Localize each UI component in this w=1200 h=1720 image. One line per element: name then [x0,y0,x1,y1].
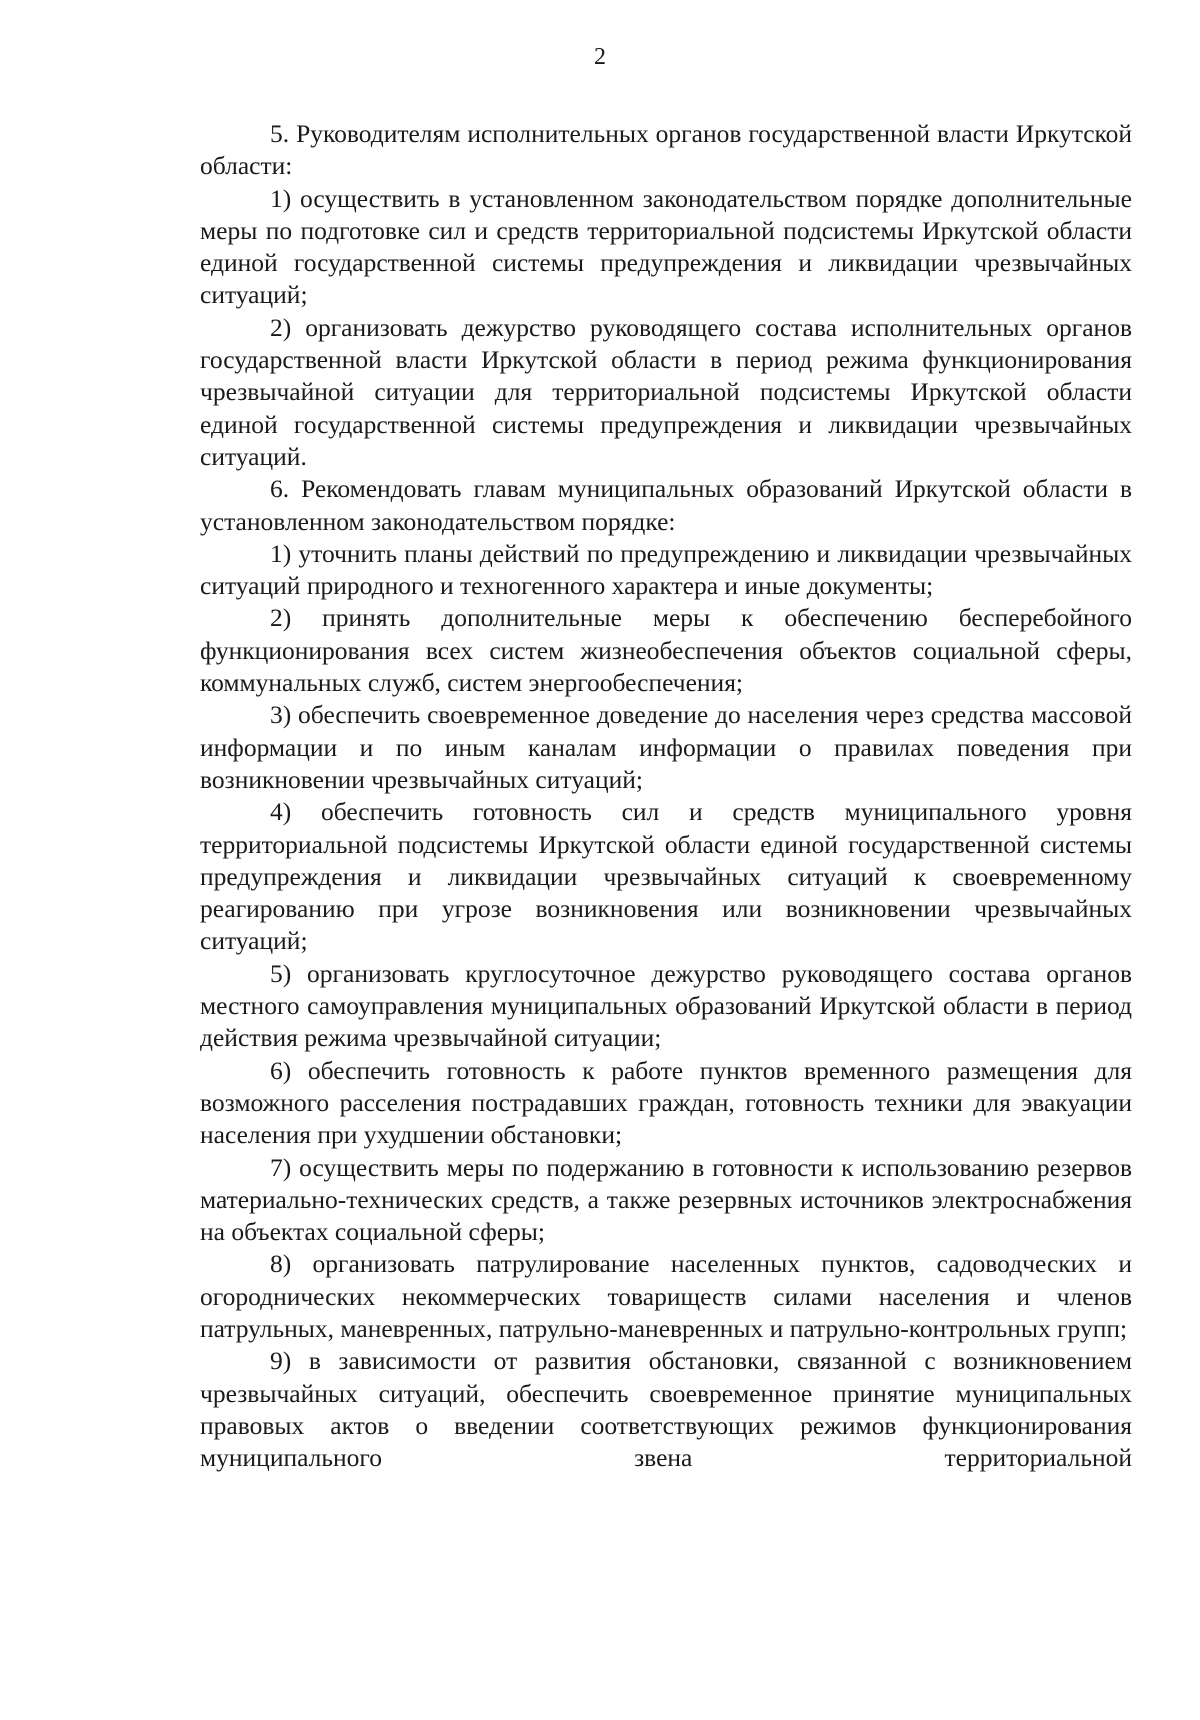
paragraph-6-3: 3) обеспечить своевременное доведение до населения через средства массовой информации и по иным каналам информации о правилах поведения при возникновении чрезвычайных ситуаций; [200,700,1132,794]
paragraph-6-1: 1) уточнить планы действий по предупреждению и ликвидации чрезвычайных ситуаций природного и техногенного характера и иные документы; [200,538,1132,601]
paragraph-6-5: 5) организовать круглосуточное дежурство руководящего состава органов местного самоуправления муниципальных образований Иркутской области в период действия режима чрезвычайной ситуации; [200,958,1132,1053]
paragraph-5-1: 1) осуществить в установленном законодательством порядке дополнительные меры по подготовке сил и средств территориальной подсистемы Иркутской области единой государственной системы предупреждения и ликвидации чрезвычайных ситуаций; [200,183,1132,310]
document-body [200,118,1132,1474]
page-number: 2 [594,44,606,70]
paragraph-6-8: 8) организовать патрулирование населенных пунктов, садоводческих и огороднических некоммерческих товариществ силами населения и членов патрульных, маневренных, патрульно-маневренных и патрульно-контрольных групп; [200,1249,1132,1343]
paragraph-6-7: 7) осуществить меры по подержанию в готовности к использованию резервов материально-технических средств, а также резервных источников электроснабжения на объектах социальной сферы; [200,1152,1132,1247]
paragraph-5-2: 2) организовать дежурство руководящего состава исполнительных органов государственной власти Иркутской области в период режима функционирования чрезвычайной ситуации для территориальной подсистемы Иркутской области единой государственной системы предупреждения и ликвидации чрезвычайных ситуаций. [200,312,1132,471]
paragraph-6: 6. Рекомендовать главам муниципальных образований Иркутской области в установленном законодательством порядке: [200,474,1132,536]
paragraph-6-9: 9) в зависимости от развития обстановки, связанной с возникновением чрезвычайных ситуаций, обеспечить своевременное принятие муниципальных правовых актов о введении соответствующих режимов функционирования муниципального звена территориальной [200,1346,1132,1473]
paragraph-6-4: 4) обеспечить готовность сил и средств муниципального уровня территориальной подсистемы Иркутской области единой государственной системы предупреждения и ликвидации чрезвычайных ситуаций к своевременному реагированию при угрозе возникновения или возникновении чрезвычайных ситуаций; [200,797,1132,956]
paragraph-6-2: 2) принять дополнительные меры к обеспечению бесперебойного функционирования всех систем жизнеобеспечения объектов социальной сферы, коммунальных служб, систем энергообеспечения; [200,603,1132,698]
paragraph-5: 5. Руководителям исполнительных органов государственной власти Иркутской области: [200,119,1132,181]
paragraph-6-6: 6) обеспечить готовность к работе пунктов временного размещения для возможного расселения пострадавших граждан, готовность техники для эвакуации населения при ухудшении обстановки; [200,1055,1132,1150]
